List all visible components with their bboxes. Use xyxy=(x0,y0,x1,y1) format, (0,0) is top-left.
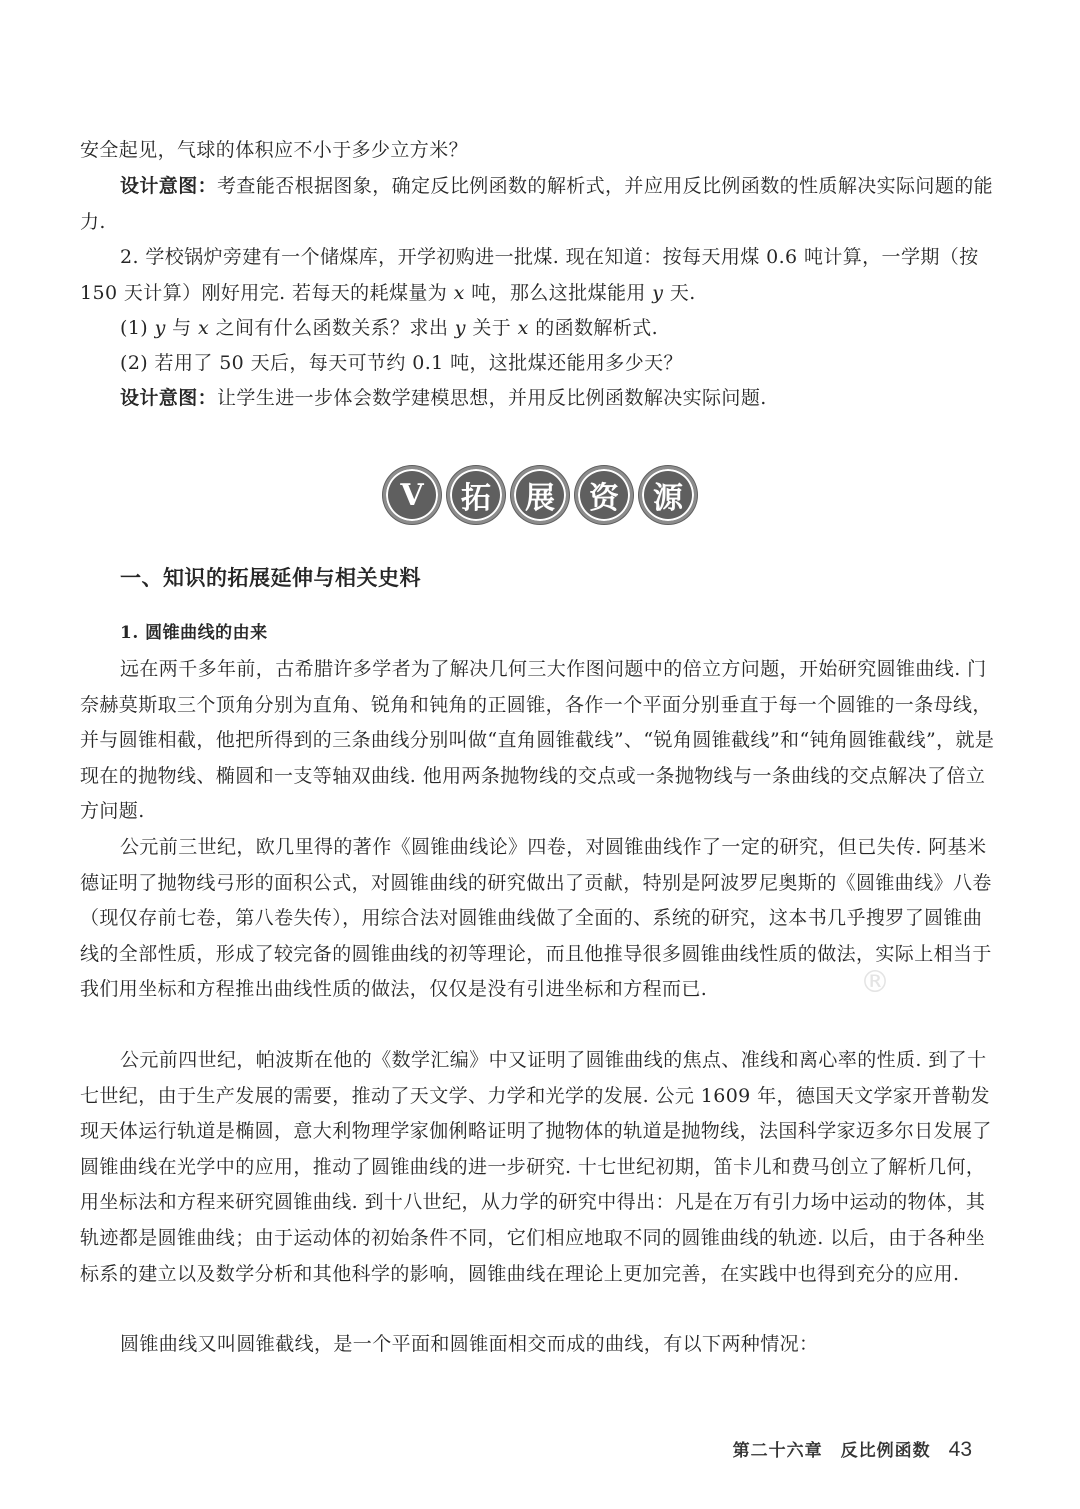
section-banner xyxy=(0,466,1080,524)
paragraph-4: 圆锥曲线又叫圆锥截线，是一个平面和圆锥面相交而成的曲线，有以下两种情况： xyxy=(120,1333,819,1355)
page-footer xyxy=(733,1436,972,1462)
page-number: 43 xyxy=(948,1438,972,1461)
banner-char: 源 xyxy=(639,466,697,524)
registered-watermark: ® xyxy=(860,965,890,1000)
chapter-title: 第二十六章 反比例函数 xyxy=(732,1441,931,1461)
design-intent-2: 设计意图：让学生进一步体会数学建模思想，并用反比例函数解决实际问题. xyxy=(120,387,767,409)
design-intent-label: 设计意图： xyxy=(120,387,218,409)
section-heading: 一、知识的拓展延伸与相关史料 xyxy=(120,566,421,590)
banner-char: 展 xyxy=(511,466,569,524)
banner-char: 拓 xyxy=(447,466,505,524)
subsection-heading: 1. 圆锥曲线的由来 xyxy=(120,623,268,643)
paragraph-3: 公元前四世纪，帕波斯在他的《数学汇编》中又证明了圆锥曲线的焦点、准线和离心率的性质. 到了十七世纪，由于生产发展的需要，推动了天文学、力学和光学的发展. 公元 1609 年，德国天文学家开普勒发现天体运行轨道是椭圆，意大利物理学家伽俐略证明了抛物体的轨道是抛物线，法国科学家迈多尔日发展了圆锥曲线在光学中的应用，推动了圆锥曲线的进一步研究. 十七世纪初期，笛卡儿和费马创立了解析几何，用坐标法和方程来研究圆锥曲线. 到十八世纪，从力学的研究中得出：凡是在万有引力场中运动的物体，其轨迹都是圆锥曲线；由于运动体的初始条件不同，它们相应地取不同的圆锥曲线的轨迹. 以后，由于各种坐标系的建立以及数学分析和其他科学的影响，圆锥曲线在理论上更加完善，在实践中也得到充分的应用. xyxy=(80,1049,992,1285)
design-intent-1: 设计意图：考查能否根据图象，确定反比例函数的解析式，并应用反比例函数的性质解决实际问题的能力. xyxy=(80,175,994,233)
question-2-part-2: (2) 若用了 50 天后，每天可节约 0.1 吨，这批煤还能用多少天？ xyxy=(120,352,683,374)
question-2: 2. 学校锅炉旁建有一个储煤库，开学初购进一批煤. 现在知道：按每天用煤 0.6 吨计算，一学期（按 150 天计算）刚好用完. 若每天的耗煤量为 x 吨，那么这批煤能用 y 天. xyxy=(80,246,979,304)
design-intent-label: 设计意图： xyxy=(120,175,218,197)
paragraph-1: 远在两千多年前，古希腊许多学者为了解决几何三大作图问题中的倍立方问题，开始研究圆锥曲线. 门奈赫莫斯取三个顶角分别为直角、锐角和钝角的正圆锥，各作一个平面分别垂直于每一个圆锥的一条母线，并与圆锥相截，他把所得到的三条曲线分别叫做“直角圆锥截线”、“锐角圆锥截线”和“钝角圆锥截线”，就是现在的抛物线、椭圆和一支等轴双曲线. 他用两条抛物线的交点或一条抛物线与一条曲线的交点解决了倍立方问题. xyxy=(80,658,995,823)
question-2-part-1: (1) y 与 x 之间有什么函数关系？求出 y 关于 x 的函数解析式. xyxy=(120,317,659,339)
continuation-line: 安全起见，气球的体积应不小于多少立方米？ xyxy=(80,139,469,161)
banner-char: 资 xyxy=(575,466,633,524)
paragraph-2: 公元前三世纪，欧几里得的著作《圆锥曲线论》四卷，对圆锥曲线作了一定的研究，但已失传. 阿基米德证明了抛物线弓形的面积公式，对圆锥曲线的研究做出了贡献，特别是阿波罗尼奥斯的《圆锥曲线》八卷（现仅存前七卷，第八卷失传），用综合法对圆锥曲线做了全面的、系统的研究，这本书几乎搜罗了圆锥曲线的全部性质，形成了较完备的圆锥曲线的初等理论，而且他推导很多圆锥曲线性质的做法，实际上相当于我们用坐标和方程推出曲线性质的做法，仅仅是没有引进坐标和方程而已. xyxy=(80,836,992,1001)
banner-char-numeral: Ⅴ xyxy=(383,466,441,524)
